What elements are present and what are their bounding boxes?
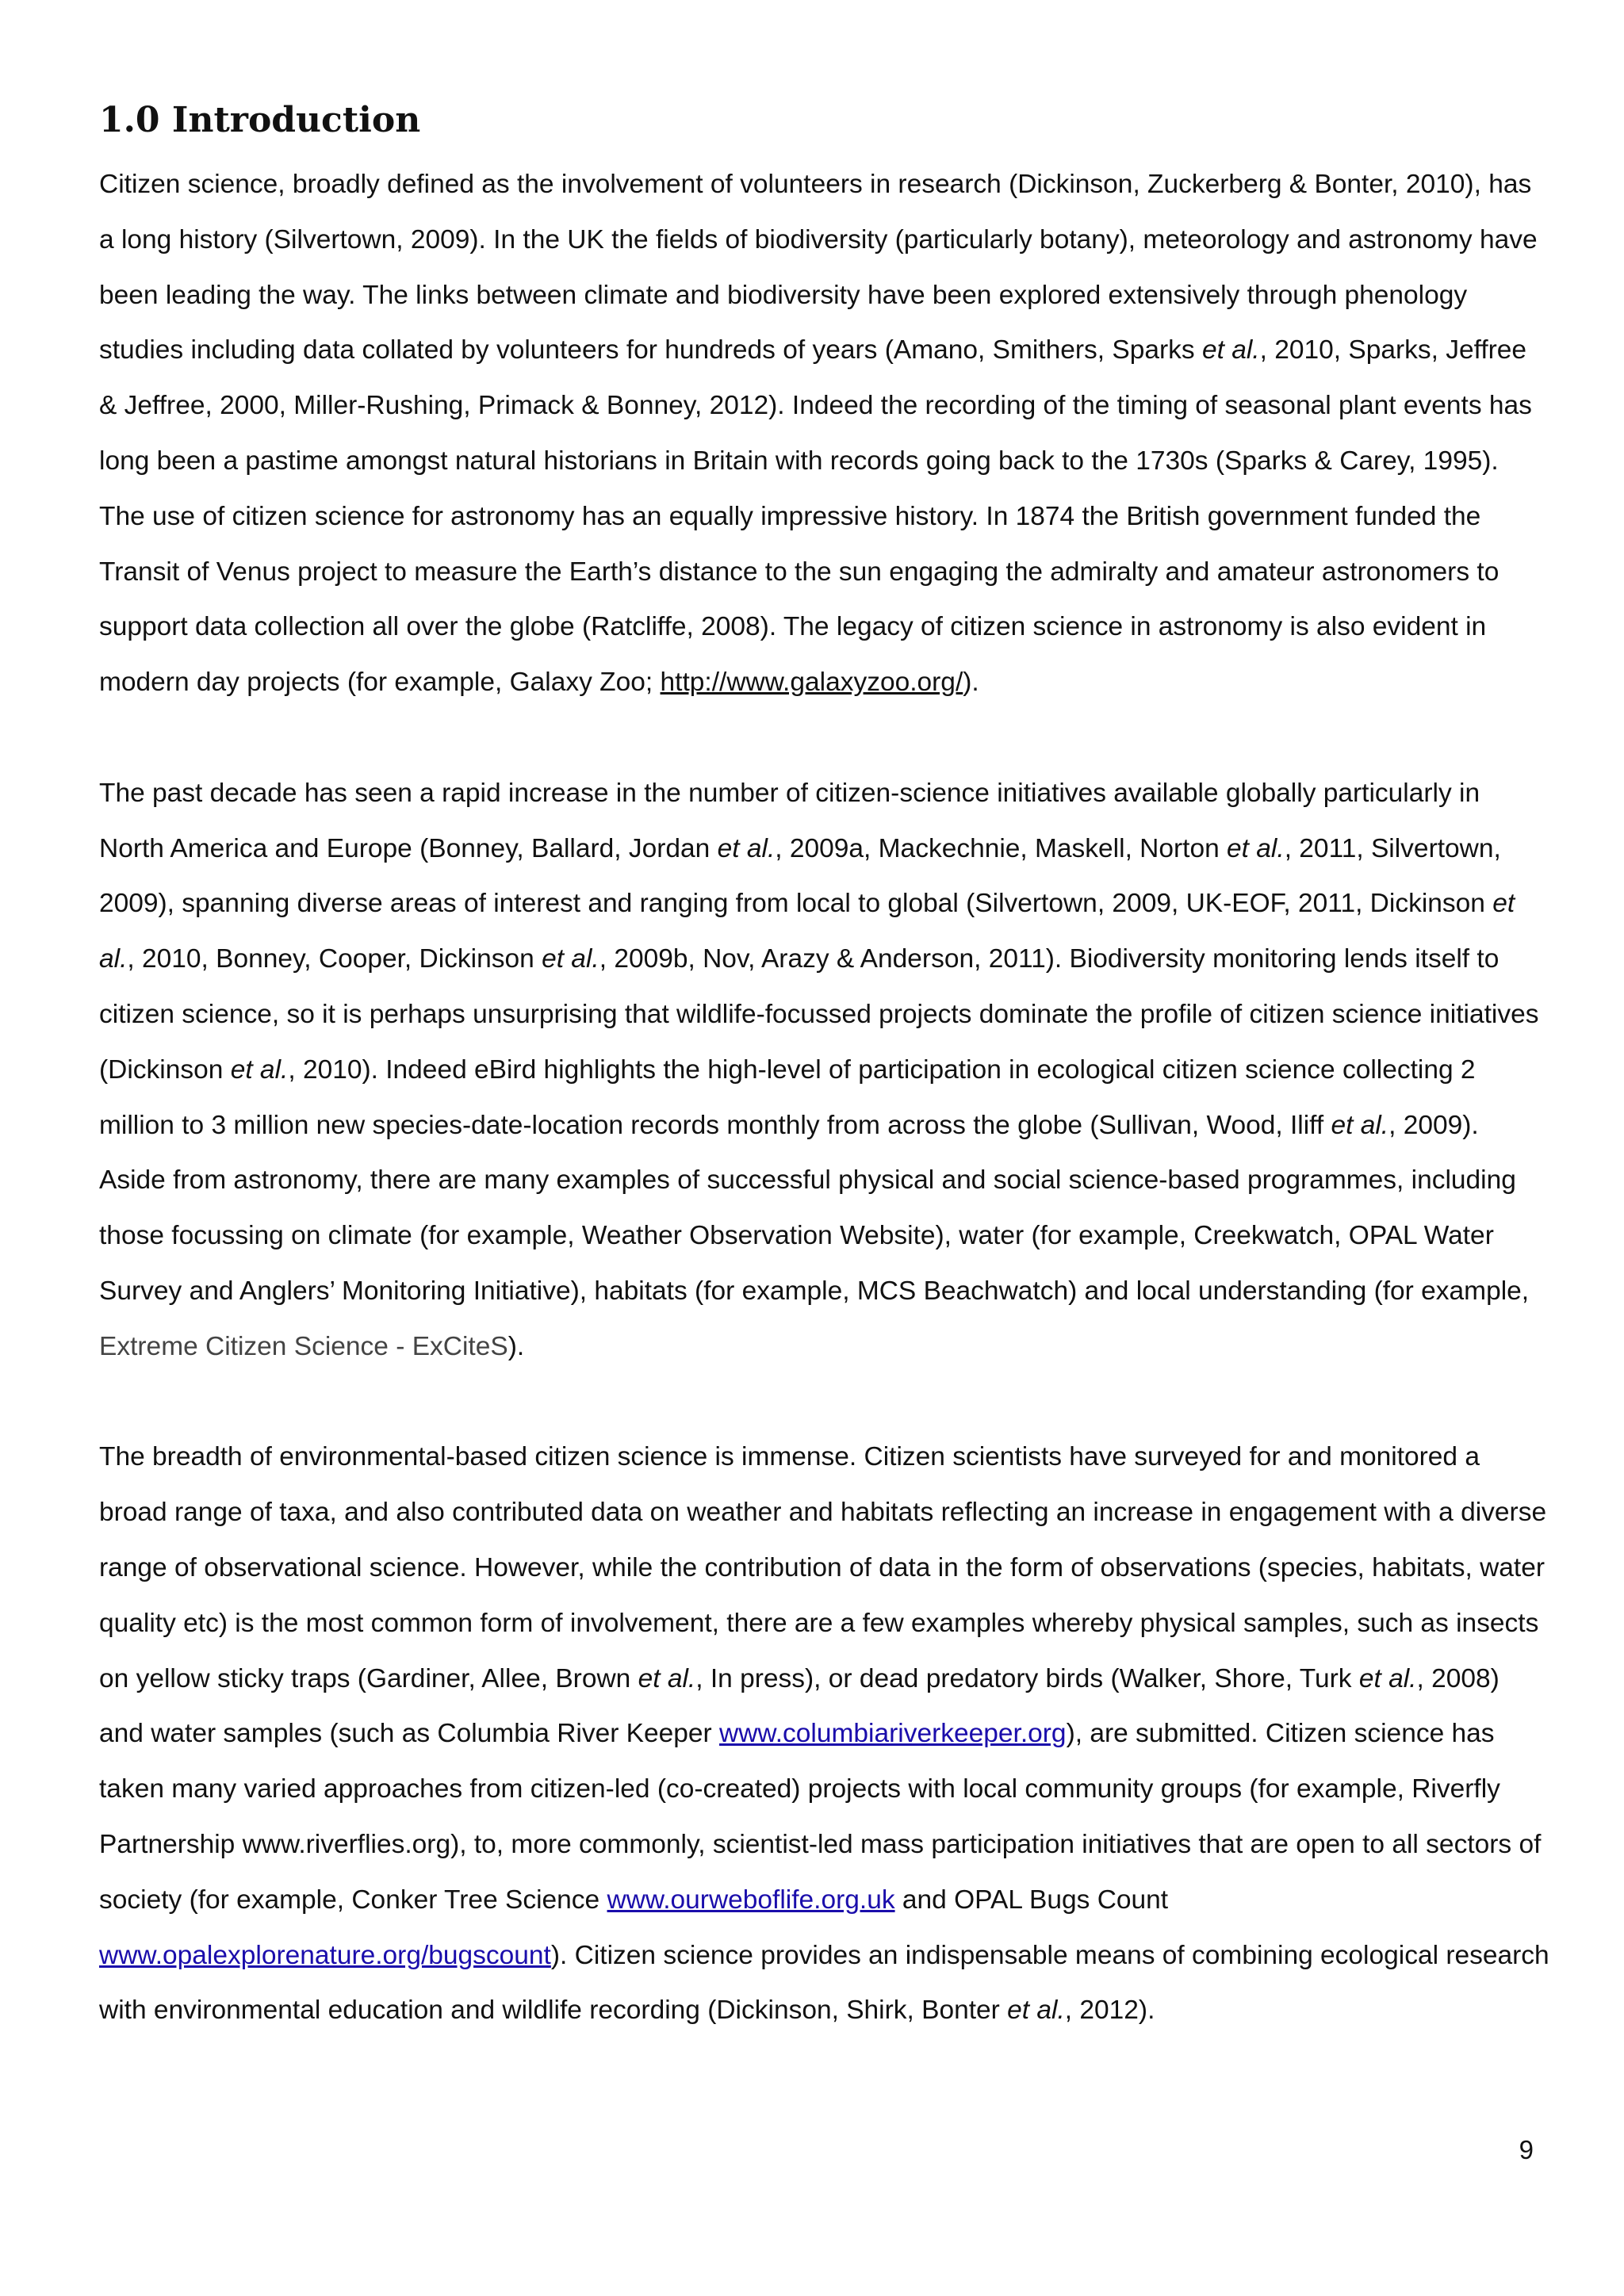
columbia-riverkeeper-link[interactable]: www.columbiariverkeeper.org bbox=[719, 1719, 1067, 1749]
et-al: et al. bbox=[1331, 1110, 1389, 1140]
text-run: , 2011, Silvertown, 2009), spanning diverse areas of interest and ranging from local to global (Silvertown, 2009, UK-EOF, 2011, Dickinson bbox=[99, 833, 1501, 919]
et-al: et al. bbox=[230, 1054, 289, 1085]
text-run: , 2009). Aside from astronomy, there are many examples of successful physical and social science-based programmes, including those focussing on climate (for example, Weather Observation Website), water (for example, Creekwatch, OPAL Water Survey and Anglers’ Monitoring Initiative), habitats (for example, MCS Beachwatch) and local understanding (for example, bbox=[99, 1110, 1530, 1306]
text-run: The past decade has seen a rapid increase in the number of citizen-science initiatives available globally particularly in North America and Europe (Bonney, Ballard, Jordan bbox=[99, 778, 1480, 863]
text-run: and OPAL Bugs Count bbox=[894, 1885, 1169, 1915]
et-al: et al. bbox=[1201, 335, 1260, 365]
paragraph-1 bbox=[99, 157, 1550, 710]
section-heading: 1.0 Introduction bbox=[99, 100, 421, 140]
page-number: 9 bbox=[1519, 2135, 1534, 2164]
et-al: et al. bbox=[99, 889, 1515, 974]
paragraph-3 bbox=[99, 1429, 1550, 2038]
et-al: et al. bbox=[638, 1663, 696, 1693]
text-run: , 2009b, Nov, Arazy & Anderson, 2011). Biodiversity monitoring lends itself to citizen science, so it is perhaps unsurprising that wildlife-focussed projects dominate the profile of citizen science initiatives (Dickinson bbox=[99, 944, 1539, 1085]
text-run: ). bbox=[963, 668, 979, 698]
text-run: , 2009a, Mackechnie, Maskell, Norton bbox=[775, 833, 1228, 863]
text-run: ). bbox=[508, 1331, 525, 1361]
et-al: et al. bbox=[1358, 1663, 1417, 1693]
text-run: , In press), or dead predatory birds (Walker, Shore, Turk bbox=[695, 1663, 1359, 1693]
text-run: ). Citizen science provides an indispensable means of combining ecological research with environmental education and wildlife recording (Dickinson, Shirk, Bonter bbox=[99, 1940, 1549, 2026]
et-al: et al. bbox=[717, 833, 776, 863]
text-run: , 2008) and water samples (such as Columbia River Keeper bbox=[99, 1663, 1500, 1749]
text-run: The breadth of environmental-based citizen science is immense. Citizen scientists have surveyed for and monitored a broad range of taxa, and also contributed data on weather and habitats reflecting an increase in engagement with a diverse range of observational science. However, while the contribution of data in the form of observations (species, habitats, water quality etc) is the most common form of involvement, there are a few examples whereby physical samples, such as insects on yellow sticky traps (Gardiner, Allee, Brown bbox=[99, 1442, 1547, 1693]
text-run: , 2010, Bonney, Cooper, Dickinson bbox=[127, 944, 542, 974]
bugscount-link[interactable]: www.opalexplorenature.org/bugscount bbox=[99, 1940, 551, 1970]
text-run: , 2012). bbox=[1064, 1996, 1155, 2026]
excites-reference: Extreme Citizen Science - ExCiteS bbox=[99, 1331, 508, 1361]
et-al: et al. bbox=[1227, 833, 1285, 863]
ourweboflife-link[interactable]: www.ourweboflife.org.uk bbox=[607, 1885, 895, 1915]
text-run: , 2010). Indeed eBird highlights the high-level of participation in ecological citizen science collecting 2 million to 3 million new species-date-location records monthly from across the globe (Sullivan, Wood, Iliff bbox=[99, 1054, 1476, 1140]
et-al: et al. bbox=[1007, 1996, 1065, 2026]
et-al: et al. bbox=[542, 944, 599, 974]
paragraph-2 bbox=[99, 766, 1550, 1375]
galaxy-zoo-link[interactable]: http://www.galaxyzoo.org/ bbox=[660, 668, 963, 698]
text-run: Citizen science, broadly defined as the involvement of volunteers in research (Dickinson, Zuckerberg & Bonter, 2010), has a long history (Silvertown, 2009). In the UK the fields of biodiversity (particularly botany), meteorology and astronomy have been leading the way. The links between climate and biodiversity have been explored extensively through phenology studies including data collated by volunteers for hundreds of years (Amano, Smithers, Sparks bbox=[99, 170, 1538, 365]
text-run: ), are submitted. Citizen science has taken many varied approaches from citizen-led (co-created) projects with local community groups (for example, Riverfly Partnership www.riverflies.org), to, more commonly, scientist-led mass participation initiatives that are open to all sectors of society (for example, Conker Tree Science bbox=[99, 1719, 1542, 1915]
document-page bbox=[99, 95, 1550, 2038]
text-run: , 2010, Sparks, Jeffree & Jeffree, 2000, Miller-Rushing, Primack & Bonney, 2012). Indeed the recording of the timing of seasonal plant events has long been a pastime amongst natural historians in Britain with records going back to the 1730s (Sparks & Carey, 1995). The use of citizen science for astronomy has an equally impressive history. In 1874 the British government funded the Transit of Venus project to measure the Earth’s distance to the sun engaging the admiralty and amateur astronomers to support data collection all over the globe (Ratcliffe, 2008). The legacy of citizen science in astronomy is also evident in modern day projects (for example, Galaxy Zoo; bbox=[99, 335, 1532, 698]
